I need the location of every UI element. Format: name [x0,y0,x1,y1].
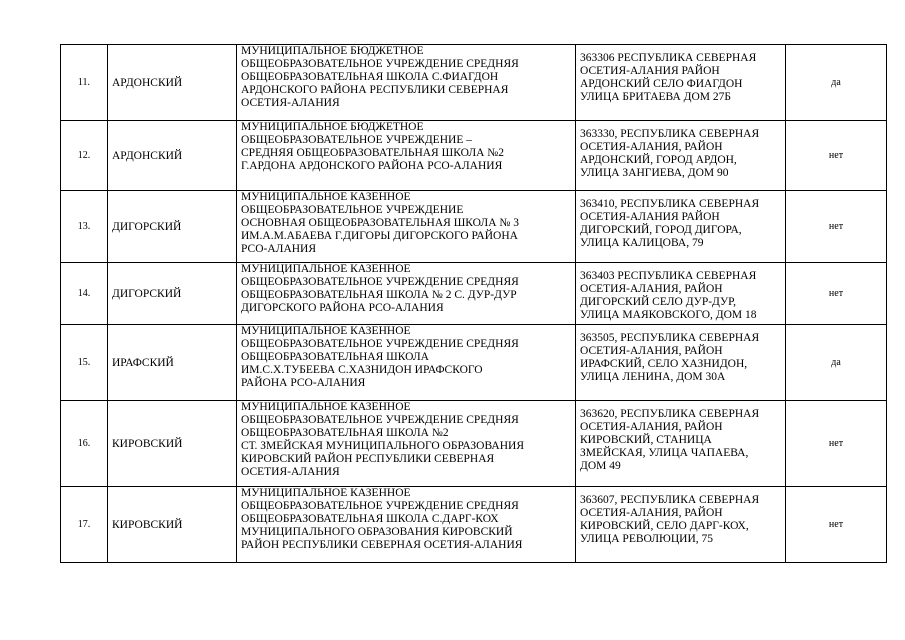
school-name-line: ОСЕТИЯ-АЛАНИЯ [241,97,340,109]
table-row [61,45,887,121]
school-address [576,121,786,191]
status-flag: нет [786,263,887,325]
school-address-line: 363330, РЕСПУБЛИКА СЕВЕРНАЯ [580,128,760,140]
status-flag: нет [786,487,887,563]
school-name-line: СТ. ЗМЕЙСКАЯ МУНИЦИПАЛЬНОГО ОБРАЗОВАНИЯ [241,440,525,452]
school-name-line: АРДОНСКОГО РАЙОНА РЕСПУБЛИКИ СЕВЕРНАЯ [241,84,509,96]
school-name-line: МУНИЦИПАЛЬНОЕ КАЗЕННОЕ [241,325,411,337]
row-number: 11. [61,45,108,121]
table-row [61,121,887,191]
school-name-line: МУНИЦИПАЛЬНОЕ КАЗЕННОЕ [241,263,411,275]
district-name: КИРОВСКИЙ [108,487,237,563]
school-address-line: УЛИЦА БРИТАЕВА ДОМ 27Б [580,91,731,103]
school-address [576,191,786,263]
district-name: КИРОВСКИЙ [108,401,237,487]
school-address-line: ОСЕТИЯ-АЛАНИЯ РАЙОН [580,211,720,223]
district-name: ДИГОРСКИЙ [108,191,237,263]
school-name-line: ОБЩЕОБРАЗОВАТЕЛЬНАЯ ШКОЛА С.ДАРГ-КОХ [241,513,499,525]
school-address [576,263,786,325]
school-address-line: ОСЕТИЯ-АЛАНИЯ, РАЙОН [580,421,723,433]
school-name-line: ИМ.А.М.АБАЕВА Г.ДИГОРЫ ДИГОРСКОГО РАЙОНА [241,230,518,242]
school-name-line: МУНИЦИПАЛЬНОЕ КАЗЕННОЕ [241,191,411,203]
school-address-line: 363505, РЕСПУБЛИКА СЕВЕРНАЯ [580,332,760,344]
school-address-line: ОСЕТИЯ-АЛАНИЯ, РАЙОН [580,283,723,295]
district-name: ИРАФСКИЙ [108,325,237,401]
school-name-line: ОБЩЕОБРАЗОВАТЕЛЬНОЕ УЧРЕЖДЕНИЕ СРЕДНЯЯ [241,414,519,426]
school-name-line: ОБЩЕОБРАЗОВАТЕЛЬНОЕ УЧРЕЖДЕНИЕ [241,204,464,216]
status-flag: нет [786,121,887,191]
school-name-line: РАЙОН РЕСПУБЛИКИ СЕВЕРНАЯ ОСЕТИЯ-АЛАНИЯ [241,539,523,551]
school-name-line: ОБЩЕОБРАЗОВАТЕЛЬНОЕ УЧРЕЖДЕНИЕ СРЕДНЯЯ [241,500,519,512]
school-address-line: ОСЕТИЯ-АЛАНИЯ РАЙОН [580,65,720,77]
row-number: 15. [61,325,108,401]
table-row [61,191,887,263]
status-flag: нет [786,191,887,263]
school-name-line: СРЕДНЯЯ ОБЩЕОБРАЗОВАТЕЛЬНАЯ ШКОЛА №2 [241,147,505,159]
school-address-line: УЛИЦА ЗАНГИЕВА, ДОМ 90 [580,167,729,179]
status-flag: нет [786,401,887,487]
school-address-line: 363620, РЕСПУБЛИКА СЕВЕРНАЯ [580,408,760,420]
school-address-line: ЗМЕЙСКАЯ, УЛИЦА ЧАПАЕВА, [580,447,749,459]
schools-table-body [61,45,887,563]
school-name [237,263,576,325]
status-flag: да [786,325,887,401]
school-address-line: УЛИЦА РЕВОЛЮЦИИ, 75 [580,533,714,545]
row-number: 16. [61,401,108,487]
school-name-line: ДИГОРСКОГО РАЙОНА РСО-АЛАНИЯ [241,302,444,314]
school-name-line: МУНИЦИПАЛЬНОЕ БЮДЖЕТНОЕ [241,45,424,57]
school-name-line: ОБЩЕОБРАЗОВАТЕЛЬНАЯ ШКОЛА С.ФИАГДОН [241,71,499,83]
school-address-line: УЛИЦА ЛЕНИНА, ДОМ 30А [580,371,726,383]
school-name-line: РСО-АЛАНИЯ [241,243,317,255]
school-address [576,401,786,487]
school-name-line: МУНИЦИПАЛЬНОЕ КАЗЕННОЕ [241,487,411,499]
school-name-line: МУНИЦИПАЛЬНОГО ОБРАЗОВАНИЯ КИРОВСКИЙ [241,526,513,538]
school-address-line: ДИГОРСКИЙ, ГОРОД ДИГОРА, [580,224,742,236]
schools-table [60,44,887,563]
school-address-line: ОСЕТИЯ-АЛАНИЯ, РАЙОН [580,345,723,357]
school-name [237,487,576,563]
school-address-line: 363403 РЕСПУБЛИКА СЕВЕРНАЯ [580,270,757,282]
school-name-line: ОБЩЕОБРАЗОВАТЕЛЬНАЯ ШКОЛА [241,351,429,363]
school-name-line: ОБЩЕОБРАЗОВАТЕЛЬНАЯ ШКОЛА № 2 С. ДУР-ДУР [241,289,517,301]
school-address-line: ДИГОРСКИЙ СЕЛО ДУР-ДУР, [580,296,737,308]
school-address-line: АРДОНСКИЙ, ГОРОД АРДОН, [580,154,737,166]
school-name [237,45,576,121]
school-address-line: ОСЕТИЯ-АЛАНИЯ, РАЙОН [580,141,723,153]
school-name-line: ОСЕТИЯ-АЛАНИЯ [241,466,340,478]
table-row [61,325,887,401]
school-name-line: ОБЩЕОБРАЗОВАТЕЛЬНОЕ УЧРЕЖДЕНИЕ СРЕДНЯЯ [241,276,519,288]
school-name [237,325,576,401]
school-name-line: ОБЩЕОБРАЗОВАТЕЛЬНОЕ УЧРЕЖДЕНИЕ СРЕДНЯЯ [241,58,519,70]
school-name-line: МУНИЦИПАЛЬНОЕ КАЗЕННОЕ [241,401,411,413]
school-name-line: ИМ.С.Х.ТУБЕЕВА С.ХАЗНИДОН ИРАФСКОГО [241,364,483,376]
school-address-line: 363607, РЕСПУБЛИКА СЕВЕРНАЯ [580,494,760,506]
school-name [237,401,576,487]
school-address-line: ДОМ 49 [580,460,621,472]
school-name-line: КИРОВСКИЙ РАЙОН РЕСПУБЛИКИ СЕВЕРНАЯ [241,453,495,465]
table-row [61,487,887,563]
school-address [576,487,786,563]
school-name [237,191,576,263]
row-number: 17. [61,487,108,563]
row-number: 13. [61,191,108,263]
school-address [576,325,786,401]
row-number: 12. [61,121,108,191]
row-number: 14. [61,263,108,325]
school-address-line: УЛИЦА КАЛИЦОВА, 79 [580,237,704,249]
school-address-line: АРДОНСКИЙ СЕЛО ФИАГДОН [580,78,743,90]
school-name-line: ОБЩЕОБРАЗОВАТЕЛЬНОЕ УЧРЕЖДЕНИЕ СРЕДНЯЯ [241,338,519,350]
district-name: АРДОНСКИЙ [108,45,237,121]
school-address-line: КИРОВСКИЙ, СТАНИЦА [580,434,712,446]
school-name-line: РАЙОНА РСО-АЛАНИЯ [241,377,366,389]
district-name: ДИГОРСКИЙ [108,263,237,325]
school-name-line: ОБЩЕОБРАЗОВАТЕЛЬНОЕ УЧРЕЖДЕНИЕ – [241,134,472,146]
status-flag: да [786,45,887,121]
table-row [61,401,887,487]
school-address-line: ИРАФСКИЙ, СЕЛО ХАЗНИДОН, [580,358,748,370]
school-name-line: МУНИЦИПАЛЬНОЕ БЮДЖЕТНОЕ [241,121,424,133]
table-row [61,263,887,325]
school-address [576,45,786,121]
school-address-line: ОСЕТИЯ-АЛАНИЯ, РАЙОН [580,507,723,519]
school-address-line: КИРОВСКИЙ, СЕЛО ДАРГ-КОХ, [580,520,749,532]
school-address-line: УЛИЦА МАЯКОВСКОГО, ДОМ 18 [580,309,757,321]
school-address-line: 363410, РЕСПУБЛИКА СЕВЕРНАЯ [580,198,760,210]
school-address-line: 363306 РЕСПУБЛИКА СЕВЕРНАЯ [580,52,757,64]
school-name [237,121,576,191]
school-name-line: Г.АРДОНА АРДОНСКОГО РАЙОНА РСО-АЛАНИЯ [241,160,503,172]
school-name-line: ОБЩЕОБРАЗОВАТЕЛЬНАЯ ШКОЛА №2 [241,427,449,439]
school-name-line: ОСНОВНАЯ ОБЩЕОБРАЗОВАТЕЛЬНАЯ ШКОЛА № 3 [241,217,519,229]
district-name: АРДОНСКИЙ [108,121,237,191]
